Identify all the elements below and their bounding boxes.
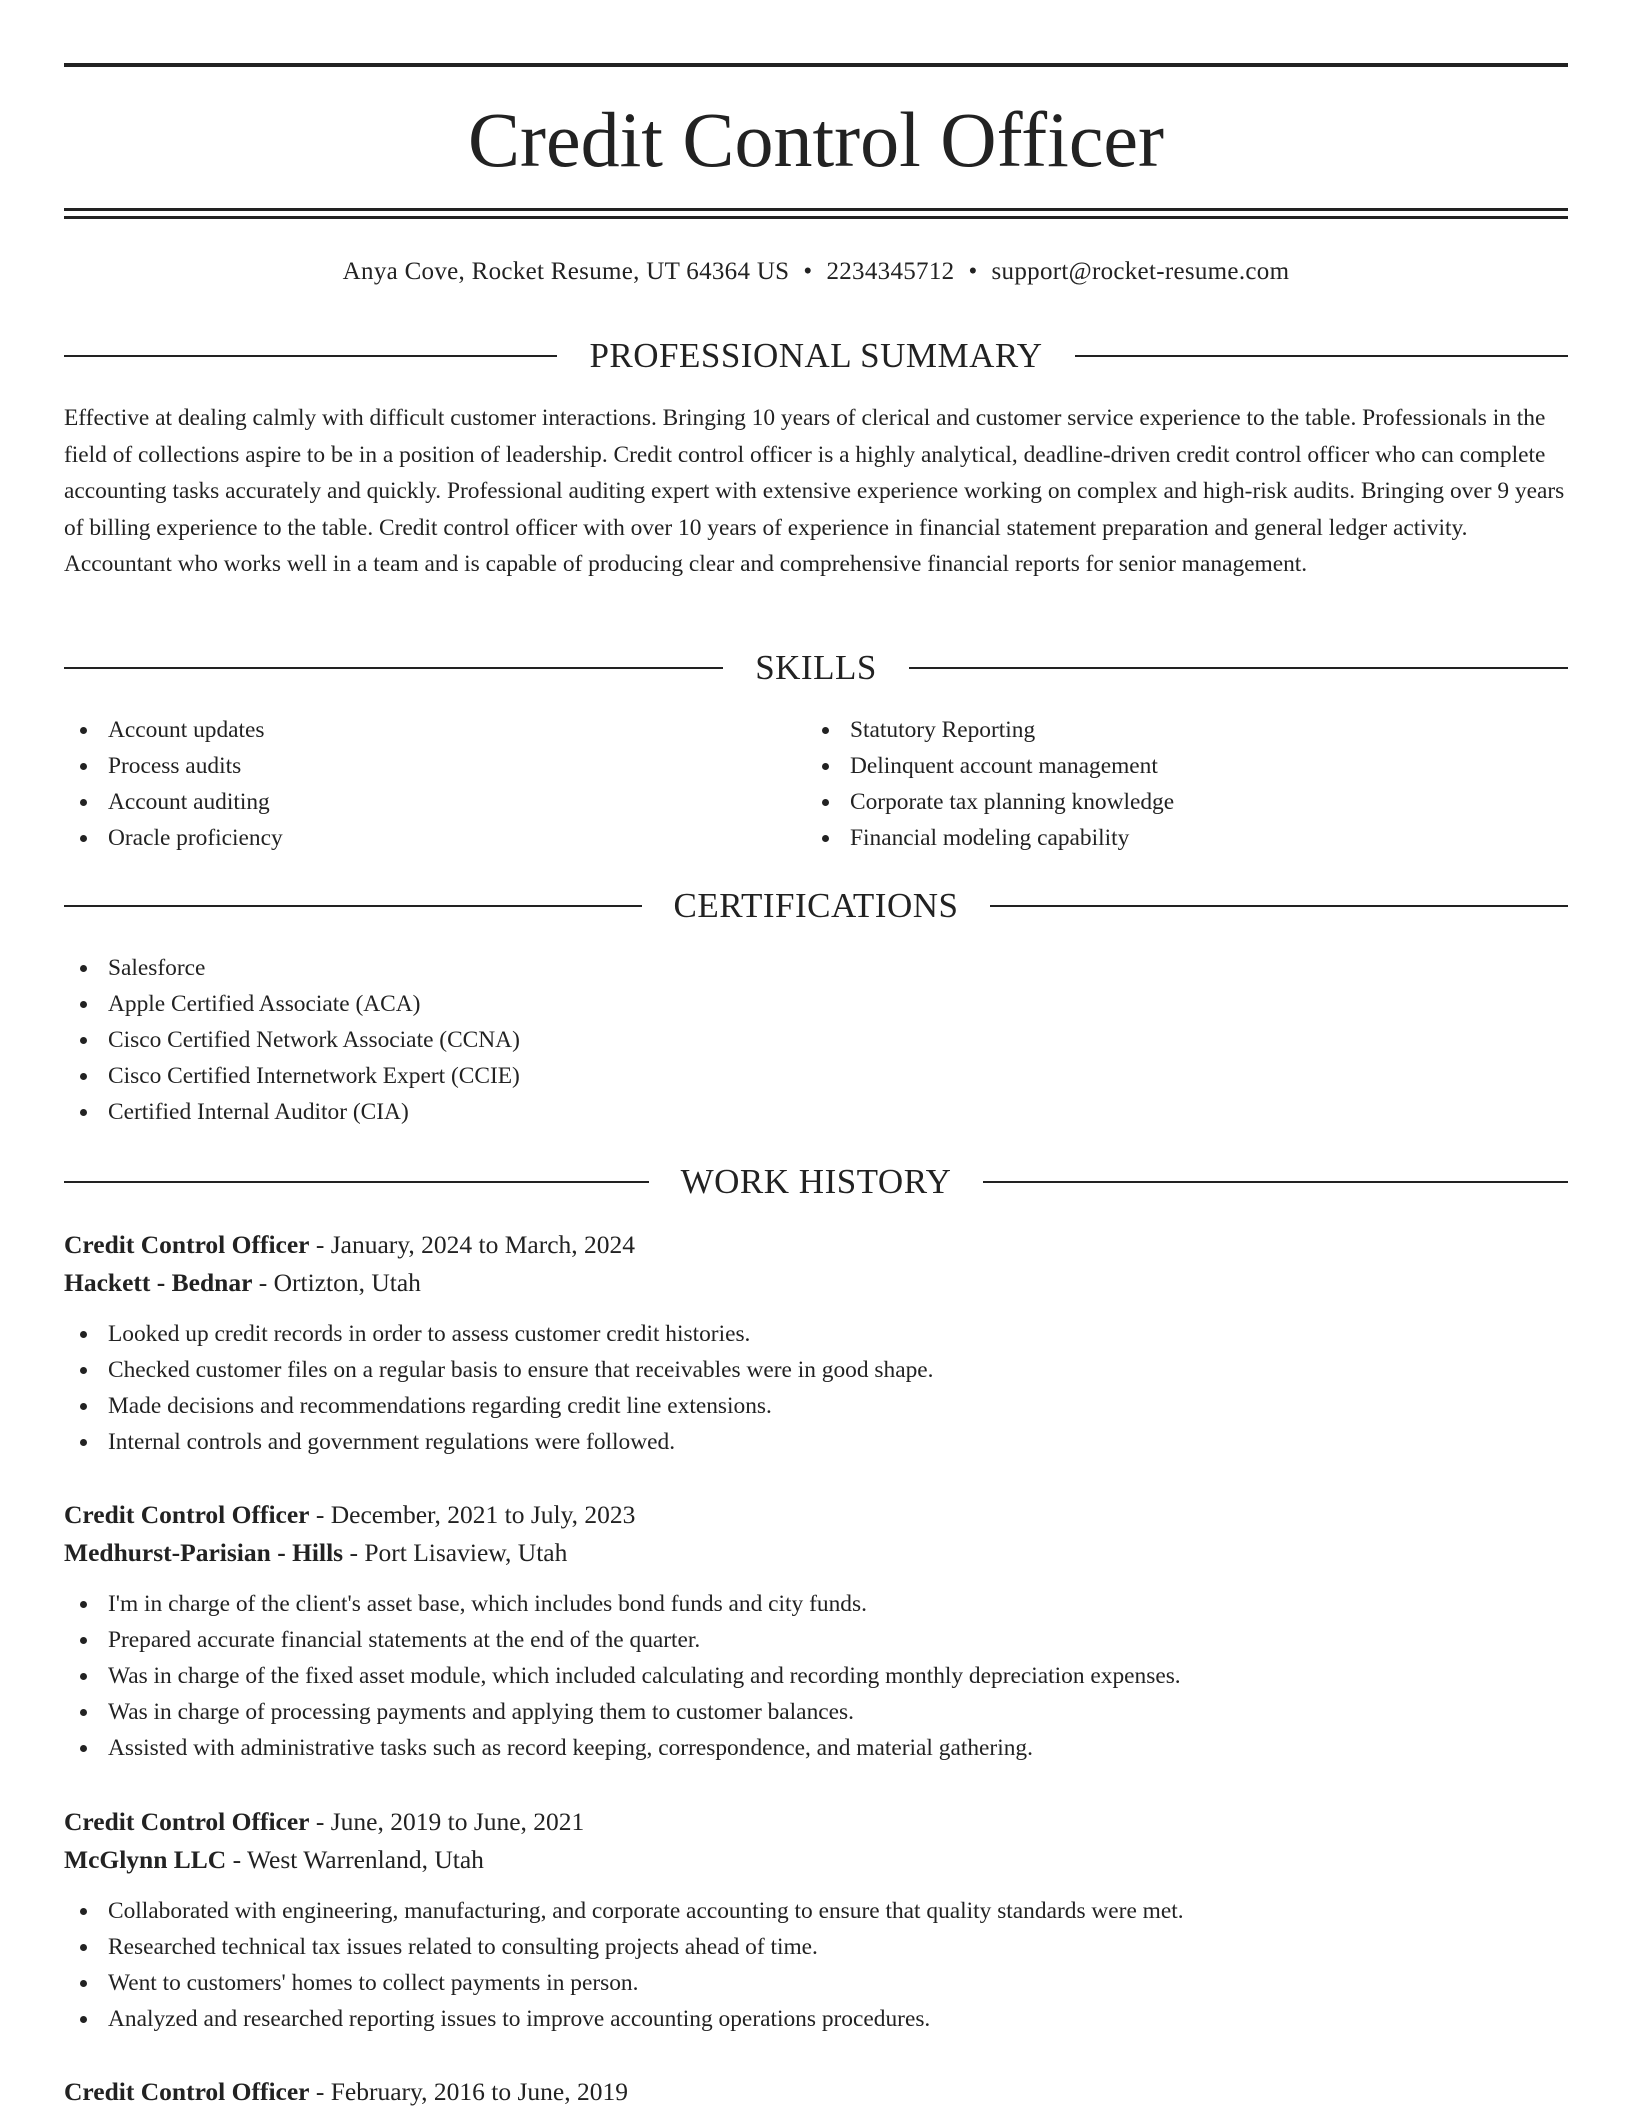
job-title-line [64,1496,1568,1534]
job-company: Hackett - Bednar [64,1268,253,1297]
job-location: - Ortizton, Utah [252,1268,421,1297]
summary-heading-label: PROFESSIONAL SUMMARY [589,336,1043,375]
certifications-list [64,950,520,1130]
job-entry [64,1803,1568,2037]
skills-heading-label: SKILLS [755,648,877,687]
job-bullet: I'm in charge of the client's asset base, which includes bond funds and city funds. [64,1586,1568,1622]
job-bullet: Was in charge of processing payments and applying them to customer balances. [64,1694,1568,1730]
top-rule [64,63,1568,67]
skills-list-right [806,712,1546,856]
skills-list-left [64,712,804,856]
heading-rule [64,355,557,357]
job-title: Credit Control Officer [64,2077,310,2106]
heading-rule [1075,355,1568,357]
job-bullet: Was in charge of the fixed asset module, which included calculating and recording monthly depreciation expenses. [64,1658,1568,1694]
certification-item: Salesforce [64,950,520,986]
certification-item: Certified Internal Auditor (CIA) [64,1094,520,1130]
job-bullets [64,1586,1568,1766]
job-company: McGlynn LLC [64,1845,227,1874]
job-title: Credit Control Officer [64,1807,310,1836]
job-bullet: Assisted with administrative tasks such as record keeping, correspondence, and material gathering. [64,1730,1568,1766]
work-history-heading-label: WORK HISTORY [680,1162,952,1201]
job-title-line [64,1226,1568,1264]
title-rule-lower [64,216,1568,219]
contact-phone: 2234345712 [826,258,955,285]
job-location: - Port Lisaview, Utah [343,1538,568,1567]
contact-address: Anya Cove, Rocket Resume, UT 64364 US [342,258,790,285]
job-title: Credit Control Officer [64,1230,310,1259]
skill-item: Account updates [64,712,804,748]
job-dates: - December, 2021 to July, 2023 [309,1500,636,1529]
certifications-heading [64,886,1568,926]
job-company: Medhurst-Parisian - Hills [64,1538,344,1567]
job-bullet: Made decisions and recommendations regarding credit line extensions. [64,1388,1568,1424]
skill-item: Corporate tax planning knowledge [806,784,1546,820]
contact-line [64,254,1568,290]
heading-rule [909,667,1568,669]
certification-item: Apple Certified Associate (ACA) [64,986,520,1022]
contact-separator: • [968,258,978,285]
job-entry [64,2073,1568,2111]
job-bullets [64,1893,1568,2037]
summary-text: Effective at dealing calmly with difficult customer interactions. Bringing 10 years of clerical and customer service experience to the table. Professionals in the field of collections aspire to be in a position of leadership. Credit control officer is a highly analytical, deadline-driven credit control officer who can complete accounting tasks accurately and quickly. Professional auditing expert with extensive experience working on complex and high-risk audits. Bringing over 9 years of billing experience to the table. Credit control officer with over 10 years of experience in financial statement preparation and general ledger activity. Accountant who works well in a team and is capable of producing clear and comprehensive financial reports for senior management. [64,405,1565,577]
job-entry [64,1496,1568,1766]
job-company-line [64,1264,1568,1302]
certification-item: Cisco Certified Internetwork Expert (CCIE) [64,1058,520,1094]
skill-item: Delinquent account management [806,748,1546,784]
job-bullet: Collaborated with engineering, manufacturing, and corporate accounting to ensure that quality standards were met. [64,1893,1568,1929]
job-bullet: Analyzed and researched reporting issues to improve accounting operations procedures. [64,2001,1568,2037]
summary-heading [64,336,1568,376]
heading-rule [983,1181,1568,1183]
heading-rule [64,905,642,907]
job-dates: - January, 2024 to March, 2024 [309,1230,636,1259]
skills-heading [64,648,1568,688]
work-history-heading [64,1162,1568,1202]
job-dates: - February, 2016 to June, 2019 [309,2077,628,2106]
job-entry [64,1226,1568,1460]
job-bullet: Looked up credit records in order to assess customer credit histories. [64,1316,1568,1352]
skill-item: Account auditing [64,784,804,820]
job-title-line [64,1803,1568,1841]
skill-item: Oracle proficiency [64,820,804,856]
skill-item: Process audits [64,748,804,784]
job-bullets [64,1316,1568,1460]
job-company-line [64,1534,1568,1572]
job-bullet: Checked customer files on a regular basis to ensure that receivables were in good shape. [64,1352,1568,1388]
job-bullet: Researched technical tax issues related to consulting projects ahead of time. [64,1929,1568,1965]
skill-item: Financial modeling capability [806,820,1546,856]
job-location: - West Warrenland, Utah [226,1845,484,1874]
job-dates: - June, 2019 to June, 2021 [309,1807,585,1836]
heading-rule [990,905,1568,907]
resume-title: Credit Control Officer [467,96,1165,183]
job-bullet: Internal controls and government regulations were followed. [64,1424,1568,1460]
title-rule-upper [64,208,1568,211]
heading-rule [64,1181,649,1183]
job-bullet: Went to customers' homes to collect payments in person. [64,1965,1568,2001]
certification-item: Cisco Certified Network Associate (CCNA) [64,1022,520,1058]
job-bullet: Prepared accurate financial statements at the end of the quarter. [64,1622,1568,1658]
heading-rule [64,667,723,669]
job-title-line [64,2073,1568,2111]
certifications-heading-label: CERTIFICATIONS [673,886,959,925]
job-title: Credit Control Officer [64,1500,310,1529]
job-company-line [64,1841,1568,1879]
skill-item: Statutory Reporting [806,712,1546,748]
contact-separator: • [803,258,813,285]
contact-email: support@rocket-resume.com [991,258,1290,285]
